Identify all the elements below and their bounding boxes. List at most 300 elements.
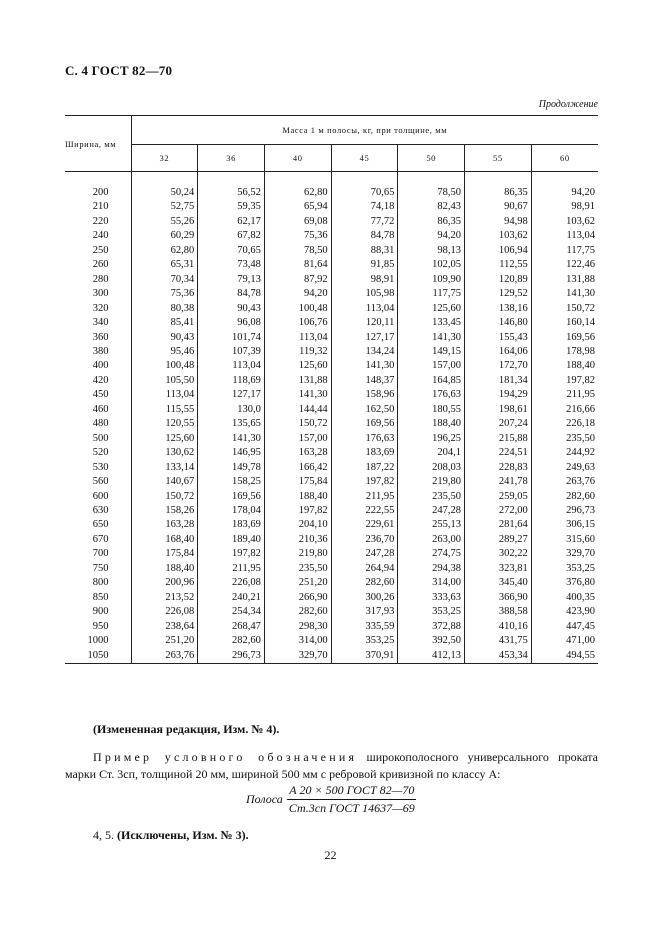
mass-cell: 86,35 — [465, 186, 532, 200]
mass-cell: 62,17 — [198, 215, 265, 229]
mass-cell: 149,15 — [398, 345, 465, 359]
mass-cell: 178,04 — [198, 504, 265, 518]
table-row — [65, 200, 598, 214]
mass-cell: 135,65 — [198, 417, 265, 431]
thickness-header-cell: 50 — [398, 145, 465, 172]
mass-cell: 90,43 — [131, 331, 198, 345]
mass-cell: 65,94 — [264, 200, 331, 214]
mass-cell: 77,72 — [331, 215, 398, 229]
excluded-note — [93, 828, 249, 843]
mass-cell: 264,94 — [331, 562, 398, 576]
mass-cell: 85,41 — [131, 316, 198, 330]
mass-cell: 255,13 — [398, 518, 465, 532]
table-row — [65, 461, 598, 475]
mass-cell: 59,35 — [198, 200, 265, 214]
mass-cell: 197,82 — [198, 547, 265, 561]
mass-cell: 141,30 — [198, 432, 265, 446]
table-row — [65, 634, 598, 648]
mass-cell: 90,43 — [198, 302, 265, 316]
table-row — [65, 591, 598, 605]
mass-cell: 400,35 — [531, 591, 598, 605]
spacer-cell — [131, 172, 198, 187]
width-cell: 250 — [92, 244, 109, 256]
mass-cell: 392,50 — [398, 634, 465, 648]
thickness-header-cell: 45 — [331, 145, 398, 172]
mass-cell: 333,63 — [398, 591, 465, 605]
mass-cell: 188,40 — [531, 359, 598, 373]
mass-cell: 228,83 — [465, 461, 532, 475]
mass-cell: 141,30 — [331, 359, 398, 373]
mass-cell: 113,04 — [198, 359, 265, 373]
width-cell: 650 — [92, 519, 109, 531]
mass-cell: 103,62 — [465, 229, 532, 243]
mass-cell: 300,26 — [331, 591, 398, 605]
table-row — [65, 302, 598, 316]
mass-cell: 75,36 — [264, 229, 331, 243]
mass-header: Масса 1 м полосы, кг, при толщине, мм — [131, 116, 598, 145]
spacer-cell — [331, 172, 398, 187]
thickness-header-cell: 60 — [531, 145, 598, 172]
mass-cell: 296,73 — [198, 649, 265, 664]
mass-cell: 62,80 — [131, 244, 198, 258]
table-row — [65, 504, 598, 518]
width-cell: 360 — [92, 331, 109, 343]
mass-cell: 133,14 — [131, 461, 198, 475]
mass-cell: 91,85 — [331, 258, 398, 272]
mass-cell: 50,24 — [131, 186, 198, 200]
mass-cell: 204,10 — [264, 518, 331, 532]
mass-cell: 96,08 — [198, 316, 265, 330]
mass-cell: 120,55 — [131, 417, 198, 431]
mass-cell: 146,95 — [198, 446, 265, 460]
mass-cell: 109,90 — [398, 273, 465, 287]
width-cell: 480 — [92, 418, 109, 430]
mass-cell: 103,62 — [531, 215, 598, 229]
mass-cell: 315,60 — [531, 533, 598, 547]
mass-cell: 294,38 — [398, 562, 465, 576]
mass-cell: 175,84 — [264, 475, 331, 489]
mass-cell: 90,67 — [465, 200, 532, 214]
mass-cell: 127,17 — [198, 388, 265, 402]
mass-cell: 65,31 — [131, 258, 198, 272]
mass-cell: 298,30 — [264, 620, 331, 634]
mass-cell: 175,84 — [131, 547, 198, 561]
table-row — [65, 244, 598, 258]
mass-cell: 296,73 — [531, 504, 598, 518]
mass-cell: 241,78 — [465, 475, 532, 489]
spacer-cell — [398, 172, 465, 187]
mass-cell: 216,66 — [531, 403, 598, 417]
mass-cell: 160,14 — [531, 316, 598, 330]
width-cell: 1000 — [87, 635, 109, 647]
mass-cell: 188,40 — [131, 562, 198, 576]
mass-cell: 211,95 — [331, 490, 398, 504]
thickness-header-cell: 40 — [264, 145, 331, 172]
mass-cell: 353,25 — [398, 605, 465, 619]
mass-cell: 107,39 — [198, 345, 265, 359]
mass-cell: 263,76 — [531, 475, 598, 489]
table-row — [65, 388, 598, 402]
formula-denominator: Ст.3сп ГОСТ 14637—69 — [288, 801, 415, 815]
mass-cell: 169,56 — [198, 490, 265, 504]
table-row — [65, 562, 598, 576]
mass-cell: 120,11 — [331, 316, 398, 330]
mass-cell: 138,16 — [465, 302, 532, 316]
page-header: С. 4 ГОСТ 82—70 — [65, 63, 173, 78]
mass-cell: 84,78 — [198, 287, 265, 301]
mass-cell: 125,60 — [264, 359, 331, 373]
width-cell: 400 — [92, 360, 109, 372]
mass-cell: 155,43 — [465, 331, 532, 345]
table-row — [65, 287, 598, 301]
mass-cell: 100,48 — [264, 302, 331, 316]
table-row — [65, 374, 598, 388]
mass-cell: 247,28 — [398, 504, 465, 518]
mass-cell: 150,72 — [531, 302, 598, 316]
mass-cell: 141,30 — [531, 287, 598, 301]
mass-cell: 117,75 — [398, 287, 465, 301]
mass-cell: 80,38 — [131, 302, 198, 316]
spacer-cell — [198, 172, 265, 187]
mass-cell: 119,32 — [264, 345, 331, 359]
table-row — [65, 186, 598, 200]
page-number: 22 — [324, 848, 337, 862]
mass-cell: 56,52 — [198, 186, 265, 200]
mass-cell: 210,36 — [264, 533, 331, 547]
mass-cell: 172,70 — [465, 359, 532, 373]
mass-cell: 198,61 — [465, 403, 532, 417]
table-row — [65, 316, 598, 330]
mass-cell: 73,48 — [198, 258, 265, 272]
mass-cell: 180,55 — [398, 403, 465, 417]
table-row — [65, 475, 598, 489]
mass-cell: 163,28 — [264, 446, 331, 460]
mass-cell: 317,93 — [331, 605, 398, 619]
mass-cell: 60,29 — [131, 229, 198, 243]
mass-cell: 113,04 — [531, 229, 598, 243]
mass-cell: 215,88 — [465, 432, 532, 446]
mass-cell: 353,25 — [331, 634, 398, 648]
mass-cell: 69,08 — [264, 215, 331, 229]
mass-cell: 144,44 — [264, 403, 331, 417]
spacer-cell — [264, 172, 331, 187]
mass-cell: 188,40 — [398, 417, 465, 431]
mass-cell: 494,55 — [531, 649, 598, 664]
mass-cell: 101,74 — [198, 331, 265, 345]
width-cell: 850 — [92, 591, 109, 603]
mass-cell: 207,24 — [465, 417, 532, 431]
mass-cell: 158,25 — [198, 475, 265, 489]
mass-cell: 388,58 — [465, 605, 532, 619]
mass-cell: 219,80 — [398, 475, 465, 489]
mass-cell: 70,65 — [198, 244, 265, 258]
mass-cell: 431,75 — [465, 634, 532, 648]
mass-cell: 168,40 — [131, 533, 198, 547]
mass-cell: 226,18 — [531, 417, 598, 431]
mass-cell: 115,55 — [131, 403, 198, 417]
table-row — [65, 620, 598, 634]
mass-cell: 94,98 — [465, 215, 532, 229]
mass-cell: 282,60 — [331, 576, 398, 590]
mass-cell: 113,04 — [264, 331, 331, 345]
mass-cell: 166,42 — [264, 461, 331, 475]
mass-cell: 157,00 — [264, 432, 331, 446]
mass-cell: 55,26 — [131, 215, 198, 229]
mass-cell: 150,72 — [131, 490, 198, 504]
mass-cell: 102,05 — [398, 258, 465, 272]
width-cell: 380 — [92, 345, 109, 357]
mass-cell: 133,45 — [398, 316, 465, 330]
mass-cell: 105,50 — [131, 374, 198, 388]
table-row — [65, 345, 598, 359]
table-row — [65, 446, 598, 460]
mass-cell: 149,78 — [198, 461, 265, 475]
width-cell: 320 — [92, 302, 109, 314]
spacer-cell — [465, 172, 532, 187]
mass-cell: 453,34 — [465, 649, 532, 664]
width-cell: 700 — [92, 548, 109, 560]
mass-cell: 94,20 — [531, 186, 598, 200]
mass-cell: 106,94 — [465, 244, 532, 258]
mass-cell: 213,52 — [131, 591, 198, 605]
table-row — [65, 432, 598, 446]
mass-cell: 140,67 — [131, 475, 198, 489]
mass-cell: 105,98 — [331, 287, 398, 301]
mass-cell: 224,51 — [465, 446, 532, 460]
table-row — [65, 490, 598, 504]
table-row — [65, 403, 598, 417]
width-cell: 950 — [92, 620, 109, 632]
mass-cell: 134,24 — [331, 345, 398, 359]
mass-cell: 78,50 — [398, 186, 465, 200]
mass-cell: 372,88 — [398, 620, 465, 634]
width-cell: 900 — [92, 606, 109, 618]
formula-label: Полоса — [246, 792, 283, 806]
mass-cell: 183,69 — [331, 446, 398, 460]
mass-cell: 226,08 — [198, 576, 265, 590]
mass-cell: 125,60 — [131, 432, 198, 446]
mass-cell: 74,18 — [331, 200, 398, 214]
mass-cell: 181,34 — [465, 374, 532, 388]
mass-cell: 118,69 — [198, 374, 265, 388]
table-spacer-row — [65, 172, 598, 187]
mass-cell: 282,60 — [531, 490, 598, 504]
width-cell: 530 — [92, 461, 109, 473]
mass-cell: 169,56 — [331, 417, 398, 431]
mass-cell: 366,90 — [465, 591, 532, 605]
table-row — [65, 417, 598, 431]
mass-cell: 266,90 — [264, 591, 331, 605]
spacer-cell — [531, 172, 598, 187]
mass-cell: 376,80 — [531, 576, 598, 590]
formula-fraction — [287, 783, 417, 816]
mass-cell: 314,00 — [398, 576, 465, 590]
width-cell: 630 — [92, 504, 109, 516]
mass-cell: 122,46 — [531, 258, 598, 272]
mass-cell: 129,52 — [465, 287, 532, 301]
mass-cell: 131,88 — [264, 374, 331, 388]
table-row — [65, 258, 598, 272]
mass-cell: 471,00 — [531, 634, 598, 648]
mass-cell: 335,59 — [331, 620, 398, 634]
mass-cell: 148,37 — [331, 374, 398, 388]
mass-cell: 131,88 — [531, 273, 598, 287]
mass-cell: 196,25 — [398, 432, 465, 446]
mass-cell: 238,64 — [131, 620, 198, 634]
mass-cell: 235,50 — [398, 490, 465, 504]
mass-cell: 410,16 — [465, 620, 532, 634]
example-paragraph — [65, 749, 598, 783]
width-cell: 460 — [92, 403, 109, 415]
mass-cell: 281,64 — [465, 518, 532, 532]
mass-cell: 127,17 — [331, 331, 398, 345]
designation-formula — [246, 783, 417, 816]
mass-cell: 240,21 — [198, 591, 265, 605]
thickness-header-cell: 36 — [198, 145, 265, 172]
width-cell: 240 — [92, 230, 109, 242]
mass-cell: 272,00 — [465, 504, 532, 518]
mass-cell: 98,91 — [331, 273, 398, 287]
mass-cell: 106,76 — [264, 316, 331, 330]
mass-cell: 329,70 — [264, 649, 331, 664]
mass-cell: 162,50 — [331, 403, 398, 417]
mass-cell: 67,82 — [198, 229, 265, 243]
mass-cell: 164,06 — [465, 345, 532, 359]
mass-cell: 82,43 — [398, 200, 465, 214]
mass-cell: 306,15 — [531, 518, 598, 532]
mass-cell: 194,29 — [465, 388, 532, 402]
mass-cell: 78,50 — [264, 244, 331, 258]
excluded-text: (Исключены, Изм. № 3). — [117, 828, 249, 842]
mass-cell: 226,08 — [131, 605, 198, 619]
mass-cell: 98,13 — [398, 244, 465, 258]
width-cell: 420 — [92, 374, 109, 386]
mass-cell: 259,05 — [465, 490, 532, 504]
table-row — [65, 518, 598, 532]
table-row — [65, 331, 598, 345]
width-cell: 340 — [92, 317, 109, 329]
mass-cell: 178,98 — [531, 345, 598, 359]
mass-cell: 94,20 — [264, 287, 331, 301]
table-row — [65, 605, 598, 619]
mass-cell: 370,91 — [331, 649, 398, 664]
mass-cell: 329,70 — [531, 547, 598, 561]
thickness-header-cell: 32 — [131, 145, 198, 172]
mass-cell: 176,63 — [331, 432, 398, 446]
table-row — [65, 649, 598, 664]
mass-cell: 157,00 — [398, 359, 465, 373]
mass-cell: 254,34 — [198, 605, 265, 619]
thickness-header-row — [65, 145, 598, 172]
mass-cell: 113,04 — [131, 388, 198, 402]
mass-cell: 211,95 — [198, 562, 265, 576]
mass-cell: 176,63 — [398, 388, 465, 402]
width-cell: 200 — [92, 187, 109, 198]
mass-cell: 251,20 — [264, 576, 331, 590]
formula-numerator: А 20 × 500 ГОСТ 82—70 — [287, 783, 416, 800]
width-cell: 280 — [92, 273, 109, 285]
mass-cell: 235,50 — [264, 562, 331, 576]
mass-cell: 158,26 — [131, 504, 198, 518]
width-cell: 300 — [92, 288, 109, 300]
mass-cell: 169,56 — [531, 331, 598, 345]
mass-cell: 81,64 — [264, 258, 331, 272]
mass-cell: 87,92 — [264, 273, 331, 287]
width-cell: 220 — [92, 215, 109, 227]
mass-cell: 208,03 — [398, 461, 465, 475]
mass-cell: 323,81 — [465, 562, 532, 576]
mass-cell: 249,63 — [531, 461, 598, 475]
continuation-label: Продолжение — [538, 99, 598, 110]
mass-cell: 188,40 — [264, 490, 331, 504]
mass-cell: 263,00 — [398, 533, 465, 547]
mass-cell: 247,28 — [331, 547, 398, 561]
mass-cell: 117,75 — [531, 244, 598, 258]
mass-cell: 274,75 — [398, 547, 465, 561]
table-row — [65, 576, 598, 590]
mass-cell: 163,28 — [131, 518, 198, 532]
mass-cell: 183,69 — [198, 518, 265, 532]
mass-cell: 75,36 — [131, 287, 198, 301]
width-cell: 450 — [92, 389, 109, 401]
excluded-items: 4, 5. — [93, 828, 114, 842]
width-cell: 210 — [92, 201, 109, 213]
mass-cell: 244,92 — [531, 446, 598, 460]
mass-cell: 197,82 — [264, 504, 331, 518]
width-header: Ширина, мм — [65, 116, 131, 172]
mass-cell: 197,82 — [331, 475, 398, 489]
mass-cell: 88,31 — [331, 244, 398, 258]
width-cell: 520 — [92, 447, 109, 459]
mass-cell: 302,22 — [465, 547, 532, 561]
mass-cell: 120,89 — [465, 273, 532, 287]
spacer-cell — [65, 172, 131, 187]
table-row — [65, 359, 598, 373]
table-body — [65, 172, 598, 664]
mass-cell: 141,30 — [264, 388, 331, 402]
mass-cell: 79,13 — [198, 273, 265, 287]
edition-note: (Измененная редакция, Изм. № 4). — [93, 722, 280, 736]
mass-cell: 268,47 — [198, 620, 265, 634]
mass-cell: 200,96 — [131, 576, 198, 590]
mass-cell: 282,60 — [264, 605, 331, 619]
width-cell: 750 — [92, 562, 109, 574]
mass-cell: 112,55 — [465, 258, 532, 272]
mass-cell: 150,72 — [264, 417, 331, 431]
example-lead: Пример условного обозначения — [93, 750, 358, 764]
width-cell: 560 — [92, 476, 109, 488]
mass-cell: 84,78 — [331, 229, 398, 243]
thickness-header-cell: 55 — [465, 145, 532, 172]
example-text: широкополосного универсального проката марки Ст. 3сп, толщиной 20 мм, шириной 500 мм с ребровой кривизной по классу А: — [65, 750, 598, 781]
mass-cell: 345,40 — [465, 576, 532, 590]
width-cell: 500 — [92, 432, 109, 444]
table-row — [65, 533, 598, 547]
mass-cell: 95,46 — [131, 345, 198, 359]
mass-cell: 125,60 — [398, 302, 465, 316]
mass-cell: 164,85 — [398, 374, 465, 388]
mass-cell: 412,13 — [398, 649, 465, 664]
width-cell: 260 — [92, 259, 109, 271]
mass-cell: 100,48 — [131, 359, 198, 373]
mass-cell: 263,76 — [131, 649, 198, 664]
mass-cell: 222,55 — [331, 504, 398, 518]
mass-cell: 70,34 — [131, 273, 198, 287]
mass-cell: 211,95 — [531, 388, 598, 402]
mass-cell: 289,27 — [465, 533, 532, 547]
mass-cell: 158,96 — [331, 388, 398, 402]
mass-cell: 423,90 — [531, 605, 598, 619]
